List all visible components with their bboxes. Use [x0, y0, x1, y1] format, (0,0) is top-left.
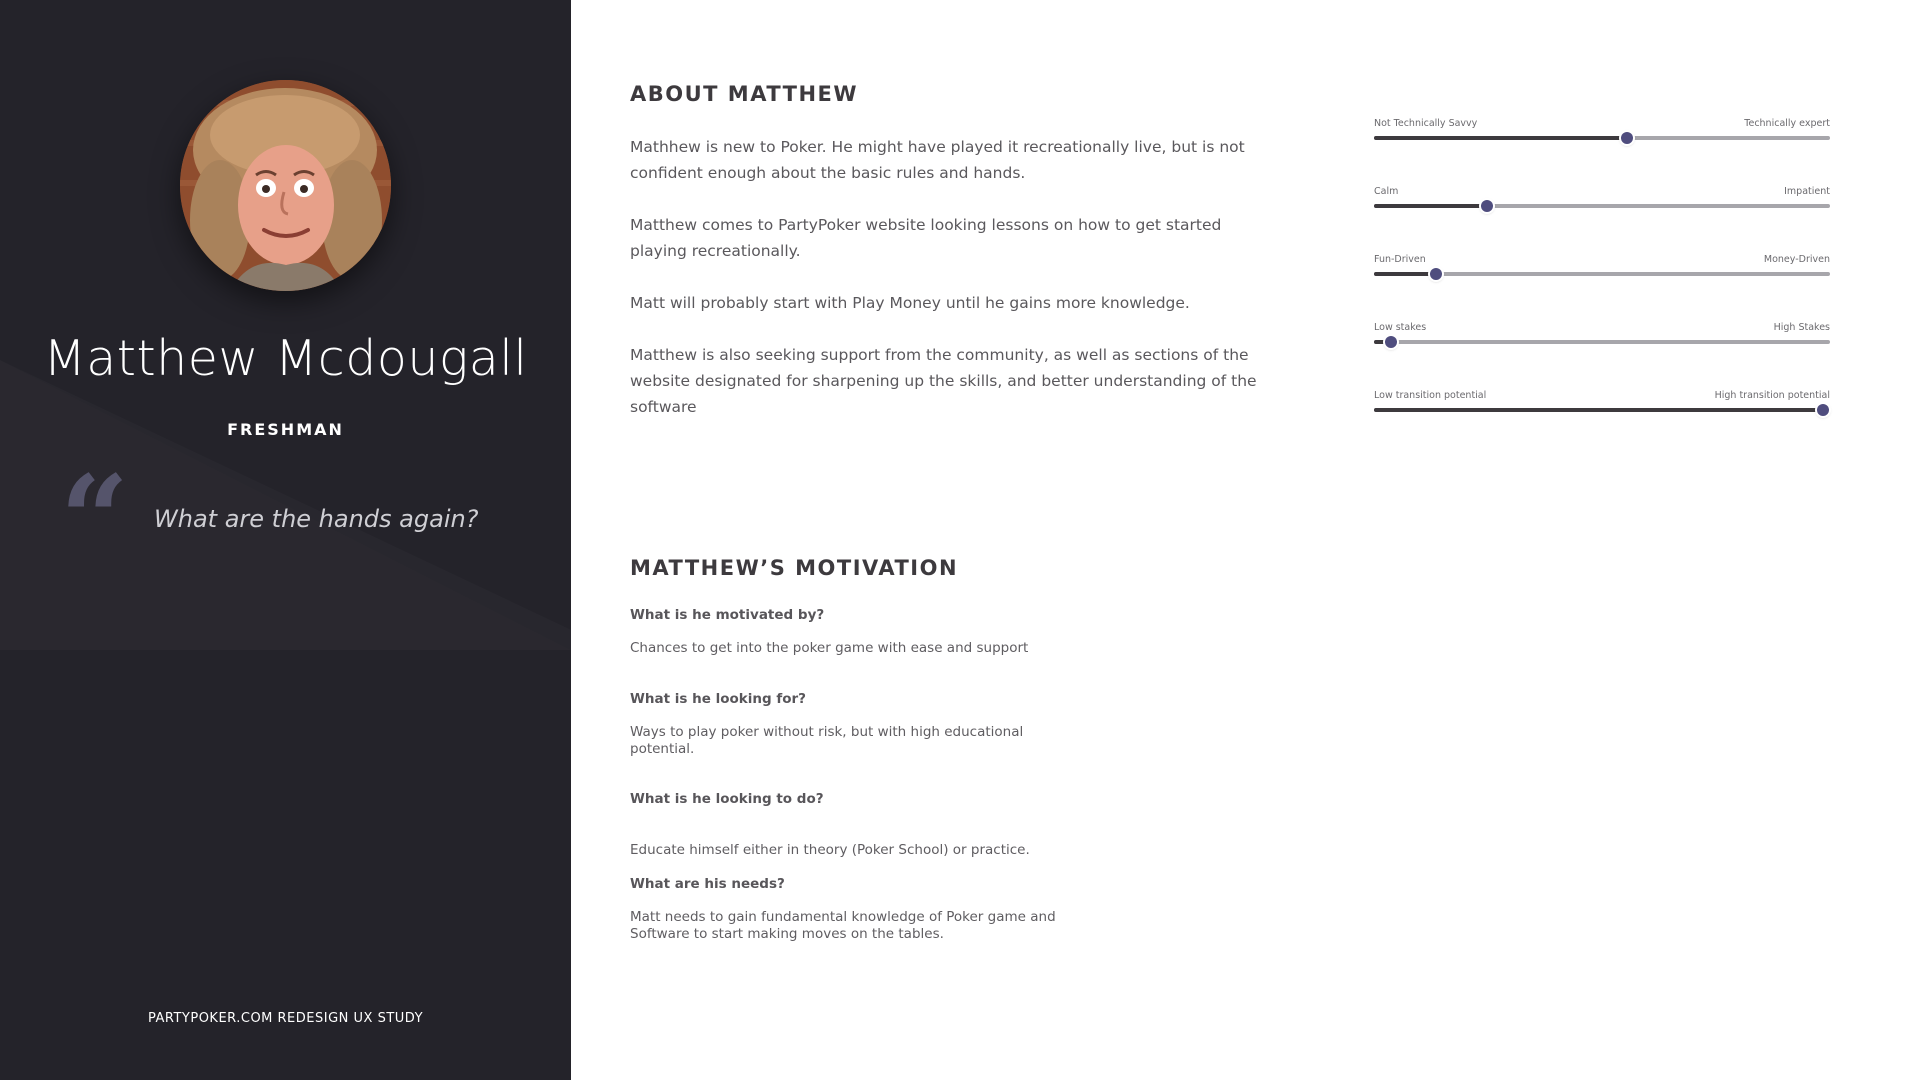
- motivation-question: What are his needs?: [630, 876, 785, 892]
- slider-left-label: Low transition potential: [1374, 390, 1487, 401]
- motivation-question: What is he looking to do?: [630, 791, 824, 807]
- slider-handle[interactable]: [1385, 336, 1397, 348]
- persona-quote: What are the hands again?: [154, 505, 479, 533]
- slider-handle[interactable]: [1430, 268, 1442, 280]
- about-paragraph: Mathhew is new to Poker. He might have played it recreationally live, but is not confident enough about the basic rules and hands.: [630, 138, 1245, 182]
- about-title: ABOUT MATTHEW: [630, 82, 859, 106]
- quote-mark-icon: “: [60, 449, 130, 590]
- study-footer: PARTYPOKER.COM REDESIGN UX STUDY: [147, 1011, 424, 1026]
- slider-fill: [1374, 408, 1823, 412]
- persona-sidebar: [0, 0, 571, 1080]
- slider-right-label: Money-Driven: [1763, 254, 1830, 265]
- slider-handle[interactable]: [1481, 200, 1493, 212]
- about-paragraph: Matthew comes to PartyPoker website looking lessons on how to get started playing recreationally.: [630, 216, 1222, 260]
- slider-track[interactable]: [1374, 272, 1830, 276]
- slider-left-label: Calm: [1374, 186, 1399, 197]
- motivation-title: MATTHEW’S MOTIVATION: [630, 556, 959, 580]
- motivation-question: What is he motivated by?: [630, 607, 825, 623]
- slider-fill: [1374, 272, 1436, 276]
- about-paragraph: Matt will probably start with Play Money until he gains more knowledge.: [630, 294, 1190, 312]
- slider-right-label: Impatient: [1784, 186, 1830, 197]
- trait-slider-tech-savvy[interactable]: [1374, 118, 1830, 158]
- slider-track[interactable]: [1374, 408, 1830, 412]
- person-name: Matthew Mcdougall: [43, 330, 528, 387]
- slider-right-label: High Stakes: [1773, 322, 1830, 333]
- about-paragraph: Matthew is also seeking support from the community, as well as sections of the website designated for sharpening up the skills, and better understanding of the software: [630, 346, 1257, 416]
- slider-handle[interactable]: [1817, 404, 1829, 416]
- slider-left-label: Low stakes: [1374, 322, 1427, 333]
- slider-track[interactable]: [1374, 136, 1830, 140]
- avatar: [180, 80, 391, 291]
- slider-track[interactable]: [1374, 204, 1830, 208]
- trait-slider-drive[interactable]: [1374, 254, 1830, 294]
- trait-slider-stakes[interactable]: [1374, 322, 1830, 362]
- avatar-portrait-illustration: [180, 80, 391, 291]
- slider-fill: [1374, 204, 1487, 208]
- slider-left-label: Not Technically Savvy: [1374, 118, 1478, 129]
- motivation-answer: Educate himself either in theory (Poker School) or practice.: [630, 842, 1030, 858]
- slider-fill: [1374, 136, 1627, 140]
- slider-right-label: High transition potential: [1714, 390, 1830, 401]
- slider-right-label: Technically expert: [1744, 118, 1830, 129]
- trait-slider-patience[interactable]: [1374, 186, 1830, 226]
- motivation-answer: Ways to play poker without risk, but with high educational potential.: [630, 724, 1024, 757]
- trait-slider-transition[interactable]: [1374, 390, 1830, 430]
- slider-track[interactable]: [1374, 340, 1830, 344]
- slider-handle[interactable]: [1621, 132, 1633, 144]
- person-role: FRESHMAN: [227, 420, 344, 439]
- slider-left-label: Fun-Driven: [1374, 254, 1426, 265]
- motivation-question: What is he looking for?: [630, 691, 806, 707]
- motivation-answer: Matt needs to gain fundamental knowledge of Poker game and Software to start making moves on the tables.: [630, 909, 1056, 942]
- motivation-answer: Chances to get into the poker game with ease and support: [630, 640, 1029, 656]
